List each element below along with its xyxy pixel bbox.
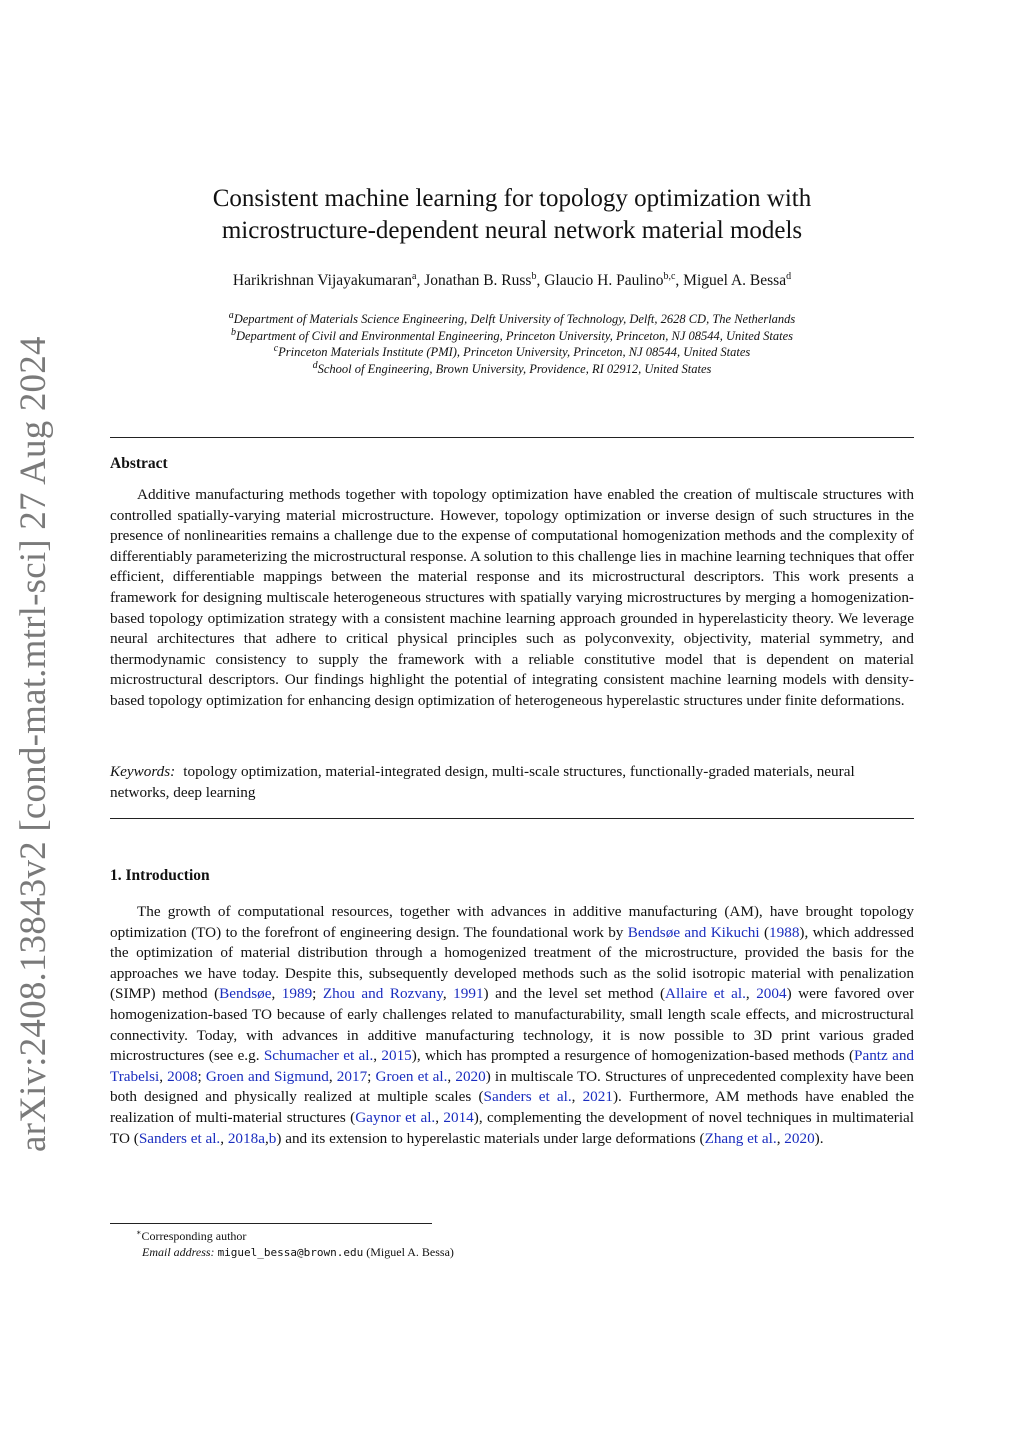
keywords xyxy=(110,762,914,803)
author-name: Glaucio H. Paulino xyxy=(544,272,664,289)
affiliation-mark: c xyxy=(273,342,279,354)
citation-link[interactable]: 2021 xyxy=(582,1088,613,1106)
title-line-1: Consistent machine learning for topology optimization with xyxy=(212,185,812,212)
citation-link[interactable]: Zhou and Rozvany xyxy=(322,985,443,1003)
citation-link[interactable]: Allaire et al. xyxy=(665,985,746,1003)
affiliation-mark: b xyxy=(230,326,236,338)
affiliation-item xyxy=(110,328,914,345)
citation-link[interactable]: b xyxy=(268,1129,277,1147)
affiliation-item xyxy=(110,361,914,378)
affiliation-text: Department of Civil and Environmental Engineering, Princeton University, Princeton, NJ 08544, United States xyxy=(235,328,794,343)
author-list: Harikrishnan Vijayakumaran$^a$, Jonathan B. Russ$^b$, Glaucio H. Paulino$^{b,c}$, Miguel A. Bessa$^d$ xyxy=(232,270,792,289)
section-heading-introduction: 1. Introduction xyxy=(110,867,210,884)
abstract-heading: Abstract xyxy=(110,455,168,472)
author-name: Harikrishnan Vijayakumaran xyxy=(232,272,413,289)
affiliation-text: Princeton Materials Institute (PMI), Princeton University, Princeton, NJ 08544, United States xyxy=(278,345,751,359)
citation-link[interactable]: 1989 xyxy=(281,985,313,1003)
footnote-rule xyxy=(110,1223,432,1224)
citation-link[interactable]: Schumacher et al. xyxy=(263,1047,374,1065)
keywords-label: Keywords: xyxy=(110,763,176,780)
citation-link[interactable]: Sanders et al. xyxy=(138,1129,221,1147)
email-address[interactable]: miguel_bessa@brown.edu xyxy=(217,1246,364,1259)
email-owner: (Miguel A. Bessa) xyxy=(366,1245,454,1259)
affiliation-item xyxy=(110,344,914,361)
citation-link[interactable]: Groen et al. xyxy=(375,1067,448,1085)
author-affiliation-mark: b,c xyxy=(663,270,676,282)
citation-link[interactable]: Groen and Sigmund xyxy=(205,1067,329,1085)
abstract-body: Additive manufacturing methods together with topology optimization have enabled the creation of multiscale structures with controlled spatially-varying material microstructure. However, topology optimization or inverse design of such structures in the presence of nonlinearities remains a challenge due to the expense of computational homogenization methods and the complexity of differentiably parameterizing the microstructural response. A solution to this challenge lies in machine learning techniques that offer efficient, differentiable mappings between the material response and its microstructural descriptors. This work presents a framework for designing multiscale heterogeneous structures with spatially varying microstructures by merging a homogenization-based topology optimization strategy with a consistent machine learning approach grounded in hyperelasticity theory. We leverage neural architectures that adhere to critical physical principles such as polyconvexity, objectivity, material symmetry, and thermodynamic consistency to supply the framework with a reliable constitutive model that is dependent on material microstructural descriptors. Our findings highlight the potential of integrating consistent machine learning models with density-based topology optimization for enhancing design optimization of heterogeneous hyperelastic structures under finite deformations. xyxy=(110,486,914,709)
author-affiliation-mark: b xyxy=(531,270,537,282)
author-affiliation-mark: d xyxy=(786,270,792,282)
citation-link[interactable]: Sanders et al. xyxy=(483,1088,572,1106)
affiliation-mark: a xyxy=(228,309,234,321)
footnote-star: ∗ xyxy=(136,1228,142,1237)
citation-link[interactable]: Zhang et al. xyxy=(704,1129,777,1147)
keywords-text: topology optimization, material-integrated design, multi-scale structures, functionally-graded materials, neural networks, deep learning xyxy=(110,763,855,801)
citation-link[interactable]: Bendsøe xyxy=(219,985,272,1003)
author-affiliation-mark: a xyxy=(412,270,417,282)
affiliation-item xyxy=(110,311,914,328)
footnote-email xyxy=(142,1244,454,1261)
affiliation-text: Department of Materials Science Engineering, Delft University of Technology, Delft, 2628 CD, The Netherlands xyxy=(233,312,796,326)
citation-link[interactable]: 2017 xyxy=(336,1067,368,1085)
citation-link[interactable]: Gaynor et al. xyxy=(355,1108,436,1126)
title-line-2: microstructure-dependent neural network material models xyxy=(221,217,803,244)
abstract-top-rule xyxy=(110,437,914,438)
email-label: Email address: xyxy=(142,1245,215,1259)
citation-link[interactable]: 2008 xyxy=(167,1067,198,1085)
affiliation-text: School of Engineering, Brown University, Providence, RI 02912, United States xyxy=(317,361,712,376)
citation-link[interactable]: 1988 xyxy=(769,923,800,941)
footnote-corresponding xyxy=(136,1228,246,1244)
introduction-paragraph: The growth of computational resources, together with advances in additive manufacturing (AM), have brought topology optimization (TO) to the forefront of engineering design. The foundational work by Bendsøe and Kikuchi (1988), which addressed the optimization of material distribution through a homogenized treatment of the microstructure, provided the basis for the approaches we have today. Despite this, subsequently developed methods such as the solid isotropic material with penalization (SIMP) method (Bendsøe, 1989; Zhou and Rozvany, 1991) and the level set method (Allaire et al., 2004) were favored over homogenization-based TO because of early challenges related to manufacturability, small length scale effects, and microstructural connectivity. Today, with advances in additive manufacturing technology, it is now possible to 3D print various graded microstructures (see e.g. Schumacher et al., 2015), which has prompted a resurgence of homogenization-based methods (Pantz and Trabelsi, 2008; Groen and Sigmund, 2017; Groen et al., 2020) in multiscale TO. Structures of unprecedented complexity have been both designed and physically realized at multiple scales (Sanders et al., 2021). Furthermore, AM methods have enabled the realization of multi-material structures (Gaynor et al., 2014), complementing the development of novel techniques in multimaterial TO (Sanders et al., 2018a,b) and its extension to hyperelastic materials under large deformations (Zhang et al., 2020). xyxy=(110,903,915,1147)
citation-link[interactable]: 2004 xyxy=(756,985,787,1003)
affiliation-list xyxy=(110,311,914,377)
citation-link[interactable]: 1991 xyxy=(453,985,484,1003)
paper-title xyxy=(110,183,914,247)
citation-link[interactable]: Pantz and Trabelsi xyxy=(110,1047,915,1085)
citation-link[interactable]: 2020 xyxy=(784,1129,815,1147)
citation-link[interactable]: 2020 xyxy=(455,1067,486,1085)
citation-link[interactable]: 2015 xyxy=(381,1047,412,1065)
arxiv-identifier-stamp: arXiv:2408.13843v2 [cond-mat.mtrl-sci] 27 Aug 2024 xyxy=(13,336,54,1152)
affiliation-mark: d xyxy=(312,359,318,371)
citation-link[interactable]: 2018a xyxy=(227,1129,265,1147)
abstract-bottom-rule xyxy=(110,818,914,819)
author-name: Jonathan B. Russ xyxy=(424,272,532,289)
citation-link[interactable]: Bendsøe and Kikuchi xyxy=(627,923,760,941)
author-name: Miguel A. Bessa xyxy=(683,272,787,289)
citation-link[interactable]: 2014 xyxy=(443,1108,474,1126)
footnote-corresponding-text: Corresponding author xyxy=(141,1229,247,1243)
